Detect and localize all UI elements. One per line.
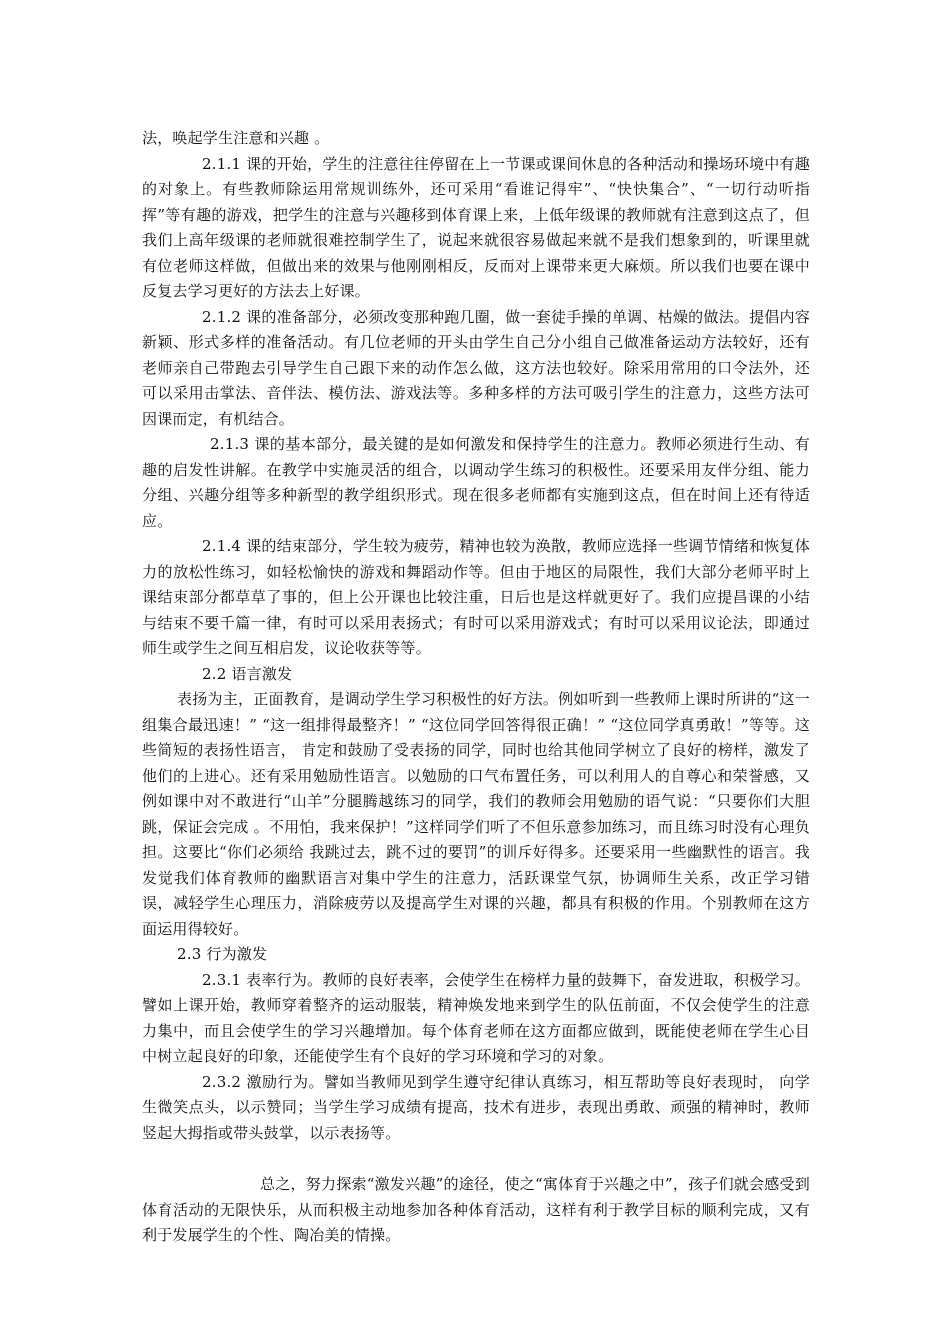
paragraph-2-3-2: 2.3.2 激励行为。譬如当教师见到学生遵守纪律认真练习，相互帮助等良好表现时， 向学生微笑点头，以示赞同；当学生学习成绩有提高，技术有进步，表现出勇敢、顽强的精神时，教师竖起大拇指或带头鼓掌，以示表扬等。	[142, 1072, 810, 1142]
paragraph-2-1-3: 2.1.3 课的基本部分，最关键的是如何激发和保持学生的注意力。教师必须进行生动、有趣的启发性讲解。在教学中实施灵活的组合，以调动学生练习的积极性。还要采用友伴分组、能力分组、兴趣分组等多种新型的教学组织形式。现在很多老师都有实施到这点，但在时间上还有待适应。	[142, 435, 810, 530]
paragraph-continuation: 法，唤起学生注意和兴趣 。	[142, 129, 330, 147]
heading-2-3: 2.3 行为激发	[177, 945, 268, 963]
paragraph-2-1-2: 2.1.2 课的准备部分，必须改变那种跑几圈，做一套徒手操的单调、枯燥的做法。提倡内容新颖、形式多样的准备活动。有几位老师的开头由学生自己分小组自己做准备运动方法较好，还有老师亲自己带跑去引导学生自己跟下来的动作怎么做，这方法也较好。除采用常用的口令法外，还可以采用击掌法、音伴法、模仿法、游戏法等。多种多样的方法可吸引学生的注意力，这些方法可因课而定，有机结合。	[142, 307, 810, 428]
heading-2-2: 2.2 语言激发	[202, 664, 293, 683]
paragraph-language-motivation: 表扬为主，正面教育，是调动学生学习积极性的好方法。例如听到一些教师上课时所讲的“这一组集合最迅速！” “这一组排得最整齐！” “这位同学回答得很正确！” “这位同学真勇敢！”等等。这些简短的表扬性语言， 肯定和鼓励了受表扬的同学，同时也给其他同学树立了良好的榜样，激发了他们的上进心。还有采用勉励性语言。以勉励的口气布置任务，可以利用人的自尊心和荣誉感，又例如课中对不敢进行“山羊”分腿腾越练习的同学，我们的教师会用勉励的语气说：“只要你们大胆跳，保证会完成 。不用怕，我来保护！”这样同学们听了不但乐意参加练习，而且练习时没有心理负担。这要比“你们必须给 我跳过去，跳不过的要罚”的训斥好得多。还要采用一些幽默性的语言。我发觉我们体育教师的幽默语言对集中学生的注意力，活跃课堂气氛，协调师生关系，改正学习错误，减轻学生心理压力，消除疲劳以及提高学生对课的兴趣，都具有积极的作用。个别教师在这方面运用得较好。	[142, 690, 810, 938]
paragraph-2-1-4: 2.1.4 课的结束部分，学生较为疲劳，精神也较为涣散，教师应选择一些调节情绪和恢复体力的放松性练习，如轻松愉快的游戏和舞蹈动作等。但由于地区的局限性，我们大部分老师平时上课结束部分都草草了事的，但上公开课也比较注重，日后也是这样就更好了。我们应提昌课的小结与结束不要千篇一律，有时可以采用表扬式；有时可以采用游戏式；有时可以采用议论法，即通过师生或学生之间互相启发，议论收获等等。	[142, 537, 810, 657]
paragraph-conclusion: 总之，努力探索“激发兴趣”的途径，使之“寓体育于兴趣之中”，孩子们就会感受到体育活动的无限快乐，从而积极主动地参加各种体育活动，这样有利于教学目标的顺利完成，又有利于发展学生的个性、陶冶美的情操。	[142, 1175, 810, 1244]
paragraph-2-1-1: 2.1.1 课的开始，学生的注意往往停留在上一节课或课间休息的各种活动和操场环境中有趣的对象上。有些教师除运用常规训练外，还可采用“看谁记得牢”、“快快集合”、“一切行动听指挥”等有趣的游戏，把学生的注意与兴趣移到体育课上来，上低年级课的教师就有注意到这点了，但我们上高年级课的老师就很难控制学生了，说起来就很容易做起来就不是我们想象到的，听课里就有位老师这样做，但做出来的效果与他刚刚相反，反而对上课带来更大麻烦。所以我们也要在课中反复去学习更好的方法去上好课。	[142, 154, 810, 300]
paragraph-2-3-1: 2.3.1 表率行为。教师的良好表率，会使学生在榜样力量的鼓舞下，奋发进取，积极学习。譬如上课开始，教师穿着整齐的运动服装，精神焕发地来到学生的队伍前面，不仅会使学生的注意力集中，而且会使学生的学习兴趣增加。每个体育老师在这方面都应做到，既能使老师在学生心目中树立起良好的印象，还能使学生有个良好的学习环境和学习的对象。	[142, 970, 810, 1065]
document-body	[142, 126, 810, 1249]
